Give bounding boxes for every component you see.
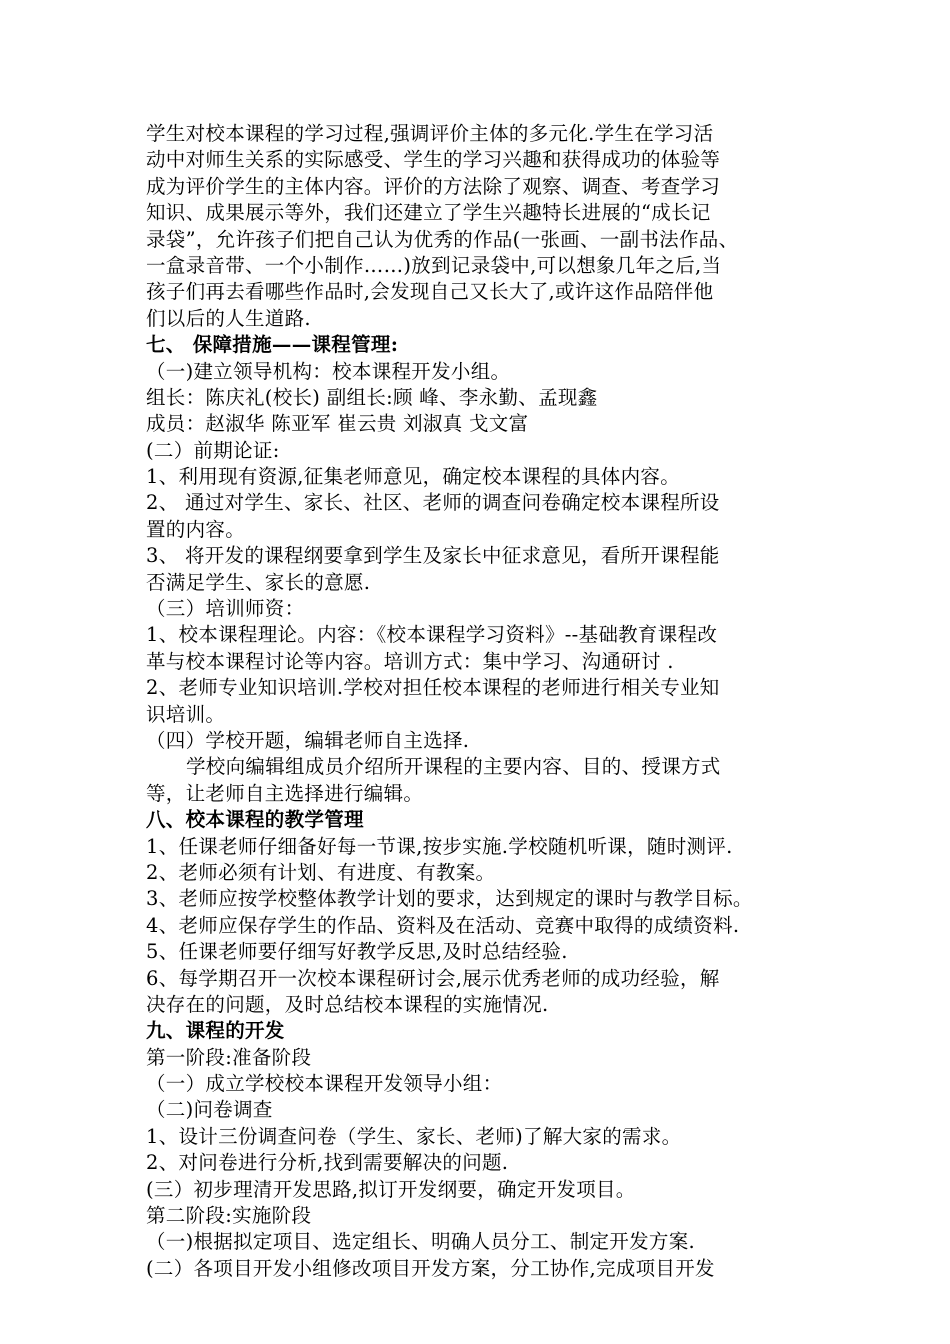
section-heading: 八、校本课程的教学管理 [146,808,364,832]
text-line: 孩子们再去看哪些作品时,会发现自己又长大了,或许这作品陪伴他 [146,280,714,304]
text-line: 成员：赵淑华 陈亚军 崔云贵 刘淑真 戈文富 [146,412,529,436]
text-line: 成为评价学生的主体内容。评价的方法除了观察、调查、考查学习 [146,174,721,198]
text-line: 第一阶段:准备阶段 [146,1045,312,1069]
text-line: 2、老师必须有计划、有进度、有教案。 [146,860,496,884]
text-line: 录袋”，允许孩子们把自己认为优秀的作品(一张画、一副书法作品、 [146,227,739,251]
text-line: 识培训。 [146,702,226,726]
text-line: 5、任课老师要仔细写好教学反思,及时总结经验. [146,940,568,964]
text-line: 一盒录音带、一个小制作……)放到记录袋中,可以想象几年之后,当 [146,253,722,277]
text-line: (三）初步理清开发思路,拟订开发纲要，确定开发项目。 [146,1177,636,1201]
text-line: （三）培训师资： [146,597,305,621]
text-line: 否满足学生、家长的意愿. [146,570,371,594]
text-line: 动中对师生关系的实际感受、学生的学习兴趣和获得成功的体验等 [146,148,721,172]
text-line: 3、 将开发的课程纲要拿到学生及家长中征求意见，看所开课程能 [146,544,720,568]
text-line: 3、老师应按学校整体教学计划的要求，达到规定的课时与教学目标。 [146,887,753,911]
text-line: 2、老师专业知识培训.学校对担任校本课程的老师进行相关专业知 [146,676,720,700]
text-line: （二)问卷调查 [146,1098,273,1122]
text-line: （一)建立领导机构：校本课程开发小组。 [146,359,511,383]
text-line: 等，让老师自主选择进行编辑。 [146,781,424,805]
text-line: 决存在的问题，及时总结校本课程的实施情况. [146,992,549,1016]
text-line: 学校向编辑组成员介绍所开课程的主要内容、目的、授课方式 [186,755,721,779]
text-line: 4、老师应保存学生的作品、资料及在活动、竞赛中取得的成绩资料. [146,913,740,937]
text-line: 6、每学期召开一次校本课程研讨会,展示优秀老师的成功经验，解 [146,966,720,990]
text-line: 置的内容。 [146,517,246,541]
text-line: (二）前期论证: [146,438,280,462]
text-line: 1、利用现有资源,征集老师意见，确定校本课程的具体内容。 [146,465,681,489]
text-line: 2、 通过对学生、家长、社区、老师的调查问卷确定校本课程所设 [146,491,720,515]
text-line: （一）成立学校校本课程开发领导小组： [146,1072,503,1096]
text-line: 学生对校本课程的学习过程,强调评价主体的多元化.学生在学习活 [146,122,714,145]
text-line: 2、对问卷进行分析,找到需要解决的问题. [146,1151,509,1175]
text-line: 们以后的人生道路. [146,306,311,330]
text-line: （一)根据拟定项目、选定组长、明确人员分工、制定开发方案. [146,1230,696,1254]
text-line: 第二阶段:实施阶段 [146,1204,312,1228]
text-line: （四）学校开题，编辑老师自主选择. [146,728,470,752]
text-line: 1、任课老师仔细备好每一节课,按步实施.学校随机听课，随时测评. [146,834,733,858]
text-line: 组长：陈庆礼(校长) 副组长:顾 峰、李永勤、孟现鑫 [146,385,598,409]
section-heading: 九、课程的开发 [146,1019,285,1043]
text-line: 革与校本课程讨论等内容。培训方式：集中学习、沟通研讨 . [146,649,674,673]
section-heading: 七、 保障措施——课程管理: [146,333,399,357]
text-line: (二）各项目开发小组修改项目开发方案，分工协作,完成项目开发 [146,1256,715,1280]
document-body [146,121,816,1282]
text-line: 知识、成果展示等外，我们还建立了学生兴趣特长进展的“成长记 [146,201,711,225]
text-line: 1、校本课程理论。内容：《校本课程学习资料》--基础教育课程改 [146,623,718,647]
text-line: 1、设计三份调查问卷（学生、家长、老师)了解大家的需求。 [146,1124,682,1148]
